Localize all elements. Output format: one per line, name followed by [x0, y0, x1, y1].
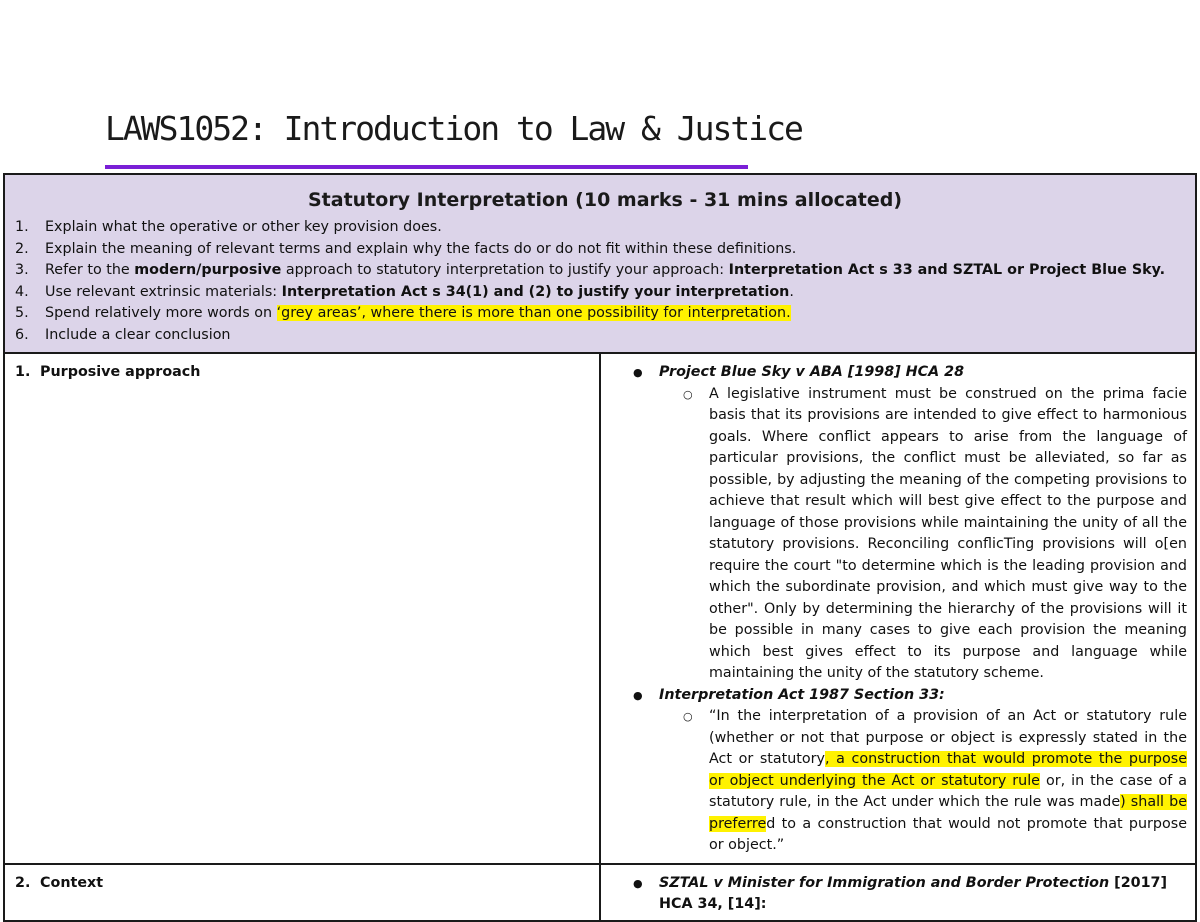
case-quote: A legislative instrument must be construed on the prima facie basis that its provisions are intended to give effect to harmonious goals. Where conflict appears to arise from the language of particular provisions, the conflict must be alleviated, so far as possible, by adjusting the meaning of the competing provisions to achieve that result which will best give effect to the purpose and language of those provisions while maintaining the unity of all the statutory provisions. Reconciling conflicTing provisions will o[en require the court "to determine which is the leading provision and which the subordinate provision, and which must give way to the other". Only by determining the hierarchy of the provisions will it be possible in many cases to give each provision the meaning which best gives effect to its purpose and language while maintaining the unity of the statutory scheme. [709, 385, 1187, 681]
item-number: 6. [15, 326, 29, 343]
table-row [4, 864, 1196, 921]
text-run: Refer to the [45, 262, 135, 278]
row-label-cell [4, 864, 600, 921]
title-underline [105, 165, 748, 169]
highlighted-text: ) shall be preferre [709, 794, 1187, 832]
item-number: 2. [15, 240, 29, 257]
case-citation: SZTAL v Minister for Immigration and Border Protection [659, 874, 1110, 891]
bullet-icon: ● [633, 366, 643, 379]
item-text [45, 303, 791, 325]
instruction-item [15, 282, 1195, 304]
study-table [3, 173, 1197, 922]
row-label: Context [40, 874, 104, 891]
bold-run: modern/purposive [134, 262, 282, 278]
statute-citation: Interpretation Act 1987 Section 33: [659, 686, 945, 703]
item-number: 3. [15, 262, 29, 278]
instruction-item [15, 260, 1195, 282]
list-item [601, 362, 1187, 384]
row-content-cell [600, 353, 1196, 864]
text-run: or, in the case of a statutory rule, in the Act under which the rule was made [709, 772, 1187, 810]
item-text: Include a clear conclusion [45, 326, 231, 343]
highlighted-text: , a construction that would promote the purpose or object underlying the Act or statutory rule [709, 751, 1187, 789]
row-number: 1. [15, 364, 31, 380]
item-text: Explain what the operative or other key provision does. [45, 219, 442, 235]
section-title: Statutory Interpretation (10 marks - 31 mins allocated) [307, 189, 903, 211]
text-run: d to a construction that would not promote that purpose or object.” [709, 815, 1187, 853]
bullet-icon: ● [633, 688, 643, 702]
highlighted-text: ‘grey areas’, where there is more than one possibility for interpretation. [276, 305, 791, 321]
instruction-item [15, 325, 1195, 347]
header-row [4, 174, 1196, 353]
list-item [601, 384, 1187, 685]
item-text [45, 282, 794, 304]
instructions-cell [4, 174, 1196, 353]
bullet-icon: ● [633, 876, 643, 890]
text-run: Spend relatively more words on [45, 305, 277, 321]
item-number: 4. [15, 283, 29, 300]
instruction-item [15, 217, 1195, 239]
circle-bullet-icon: ○ [683, 710, 693, 723]
list-item [601, 706, 1187, 857]
bold-run: Interpretation Act s 34(1) and (2) to justify your interpretation [281, 283, 790, 300]
item-number: 5. [15, 305, 29, 321]
text-run: Use relevant extrinsic materials: [45, 283, 282, 300]
row-content-cell [600, 864, 1196, 921]
row-label-cell [4, 353, 600, 864]
document-title: LAWS1052: Introduction to Law & Justice [105, 109, 802, 148]
citation-reference: [2017] HCA 34, [14]: [659, 874, 1168, 912]
statute-quote [709, 706, 1187, 857]
text-run: . [789, 283, 794, 300]
case-citation: Project Blue Sky v ABA [1998] HCA 28 [659, 364, 965, 380]
text-run: approach to statutory interpretation to justify your approach: [281, 262, 729, 278]
instruction-item [15, 303, 1195, 325]
text-run: “In the interpretation of a provision of an Act or statutory rule (whether or not that purpose or object is expressly stated in the Act or statutory [709, 708, 1187, 767]
row-number: 2. [15, 874, 31, 891]
item-number: 1. [15, 219, 29, 235]
circle-bullet-icon: ○ [683, 387, 693, 401]
table-row [4, 353, 1196, 864]
list-item [601, 685, 1187, 707]
bold-run: Interpretation Act s 33 and SZTAL or Project Blue Sky. [728, 262, 1166, 278]
item-text [45, 260, 1165, 282]
instruction-list [15, 217, 1195, 346]
row-label: Purposive approach [40, 364, 201, 380]
instruction-item [15, 239, 1195, 261]
item-text: Explain the meaning of relevant terms and explain why the facts do or do not fit within these definitions. [45, 240, 797, 257]
list-item [601, 873, 1187, 916]
